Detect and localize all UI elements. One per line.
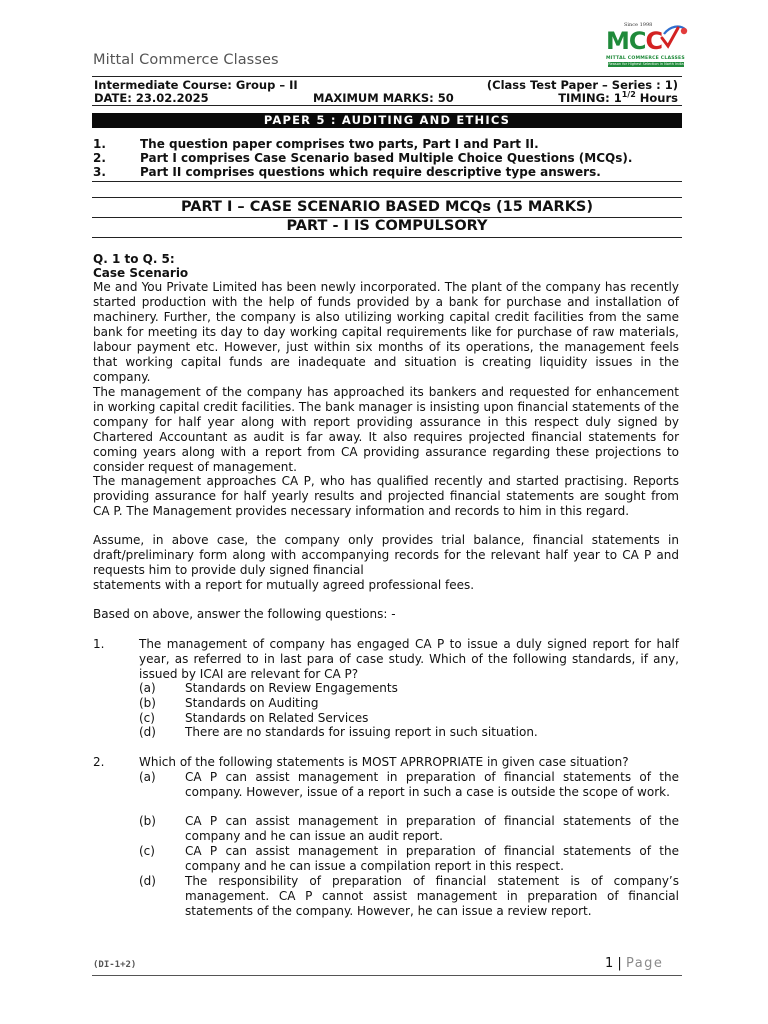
question-number: 2. [93, 755, 105, 769]
question-text: The management of company has engaged CA P to issue a duly signed report for half year, as referred to in last para of case study. Which of the following standards, if any, issued by ICAI are relevant for CA P? [139, 637, 679, 681]
logo-wordmark: MCC [606, 27, 663, 55]
logo-tagline: Reason for Highest Selection in North India [608, 62, 684, 66]
logo-subtitle: MITTAL COMMERCE CLASSES [606, 56, 685, 61]
document-page: Mittal Commerce Classes Since 1998 MCC MITTAL COMMERCE CLASSES Reason for Highest Selection in North India Intermediate Course: Group – II (Class Test Paper – Series : 1) DATE: 23.02.2025 MAXIMUM MARKS: 50 TIMING: $1^{1/2}$ Hours PAPER 5 : AUDITING AND ETHICS 1. The question paper comprises two parts, Part I and Part II. 2. Part I comprises Case Scenario based Multiple Choice Questions (MCQs). 3. Part II comprises questions which require descriptive type answers. PART I – CASE SCENARIO BASED MCQs (15 MARKS) PART - I IS COMPULSORY Q. 1 to Q. 5: Case Scenario Me and You Private Limited has been newly incorporated. The plant of the company has recently started production with the help of funds provided by a bank for purchase and installation of machinery. Further, the company is also utilizing working capital credit facilities from the same bank for meeting its day to day working capital requirements like for purchase of raw materials, labour payment etc. However, just within six months of its operations, the management feels that working capital funds are inadequate and situation is creating liquidity issues in the company. The management of the company has approached its bankers and requested for enhancement in working capital credit facilities. The bank manager is insisting upon financial statements of the company for half year along with report providing assurance in this respect duly signed by Chartered Accountant as audit is far away. It also requires projected financial statements for coming years along with a report from CA providing assurance regarding these projections to consider request of management. The management approaches CA P, who has qualified recently and started practising. Reports providing assurance for half yearly results and projected financial statements are sought from CA P. The Management provides necessary information and records to him in this regard. Assume, in above case, the company only provides trial balance, financial statements in draft/preliminary form along with accompanying records for the relevant half year to CA P and requests him to provide duly signed financial statements with a report for mutually agreed professional fees. Based on above, answer the following questions: - 1. The management of company has engaged CA P to issue a duly signed report for half year, as referred to in last para of case study. Which of the following standards, if any, issued by ICAI are relevant for CA P? (a) Standards on Review Engagements (b) Standards on Auditing (c) Standards on Related Services (d) There are no standards for issuing report in such situation. 2. Which of the following statements is MOST APRROPRIATE in given case situation? (a) CA P can assist management in preparation of financial statements of the company. However, issue of a report in such a case is outside the scope of work. (b) CA P can assist management in preparation of financial statements of the company and he can issue an audit report. (c) CA P can assist management in preparation of financial statements of the company and he can issue a compilation report in this respect. (d) The responsibility of preparation of financial statement is of company’s management. CA P cannot assist management in preparation of financial statements of the company. However, he can issue a review report. (DI-1+2) 1 | Page [0, 0, 768, 1024]
footer-divider [92, 975, 682, 976]
case-paragraph: Assume, in above case, the company only provides trial balance, financial statements in draft/preliminary form along with accompanying records for the relevant half year to CA P and requests him to provide duly signed financial [93, 533, 679, 577]
paper-title: PAPER 5 : AUDITING AND ETHICS [92, 113, 682, 128]
logo-since: Since 1998 [624, 22, 653, 28]
question-text: Which of the following statements is MOST APRROPRIATE in given case situation? [139, 755, 629, 769]
part-heading: PART I – CASE SCENARIO BASED MCQs (15 MARKS) [180, 199, 593, 215]
brand-name: Mittal Commerce Classes [93, 52, 279, 68]
question-number: 1. [93, 637, 105, 651]
max-marks: MAXIMUM MARKS: 50 [313, 91, 454, 105]
case-paragraph: The management of the company has approached its bankers and requested for enhancement in working capital credit facilities. The bank manager is insisting upon financial statements of the company for half year along with report providing assurance in this respect duly signed by Chartered Accountant as audit is far away. It also requires projected financial statements for coming years along with a report from CA providing assurance regarding these projections to consider request of management. [93, 385, 679, 474]
course-label: Intermediate Course: Group – II [94, 78, 298, 92]
exam-timing: TIMING: $1^{1/2}$ Hours [558, 90, 678, 105]
part-subheading: PART - I IS COMPULSORY [286, 218, 488, 234]
case-scenario-label: Case Scenario [93, 266, 189, 280]
question-range: Q. 1 to Q. 5: [93, 252, 175, 266]
divider [92, 181, 682, 182]
case-paragraph: The management approaches CA P, who has qualified recently and started practising. Reports providing assurance for half yearly results and projected financial statements are sought from CA P. The Management provides necessary information and records to him in this regard. [93, 474, 679, 518]
case-paragraph: Me and You Private Limited has been newly incorporated. The plant of the company has recently started production with the help of funds provided by a bank for purchase and installation of machinery. Further, the company is also utilizing working capital credit facilities from the same bank for meeting its day to day working capital requirements like for purchase of raw materials, labour payment etc. However, just within six months of its operations, the management feels that working capital funds are inadequate and situation is creating liquidity issues in the company. [93, 280, 679, 384]
page-number: 1 | Page [605, 956, 664, 971]
series-label: (Class Test Paper – Series : 1) [486, 78, 678, 92]
footer-code: (DI-1+2) [93, 960, 137, 970]
lead-in-text: Based on above, answer the following questions: - [93, 607, 396, 621]
divider [92, 237, 682, 238]
exam-date: DATE: 23.02.2025 [94, 91, 209, 105]
divider [92, 197, 682, 198]
exam-info-box [92, 76, 682, 106]
case-paragraph: statements with a report for mutually agreed professional fees. [93, 578, 475, 592]
